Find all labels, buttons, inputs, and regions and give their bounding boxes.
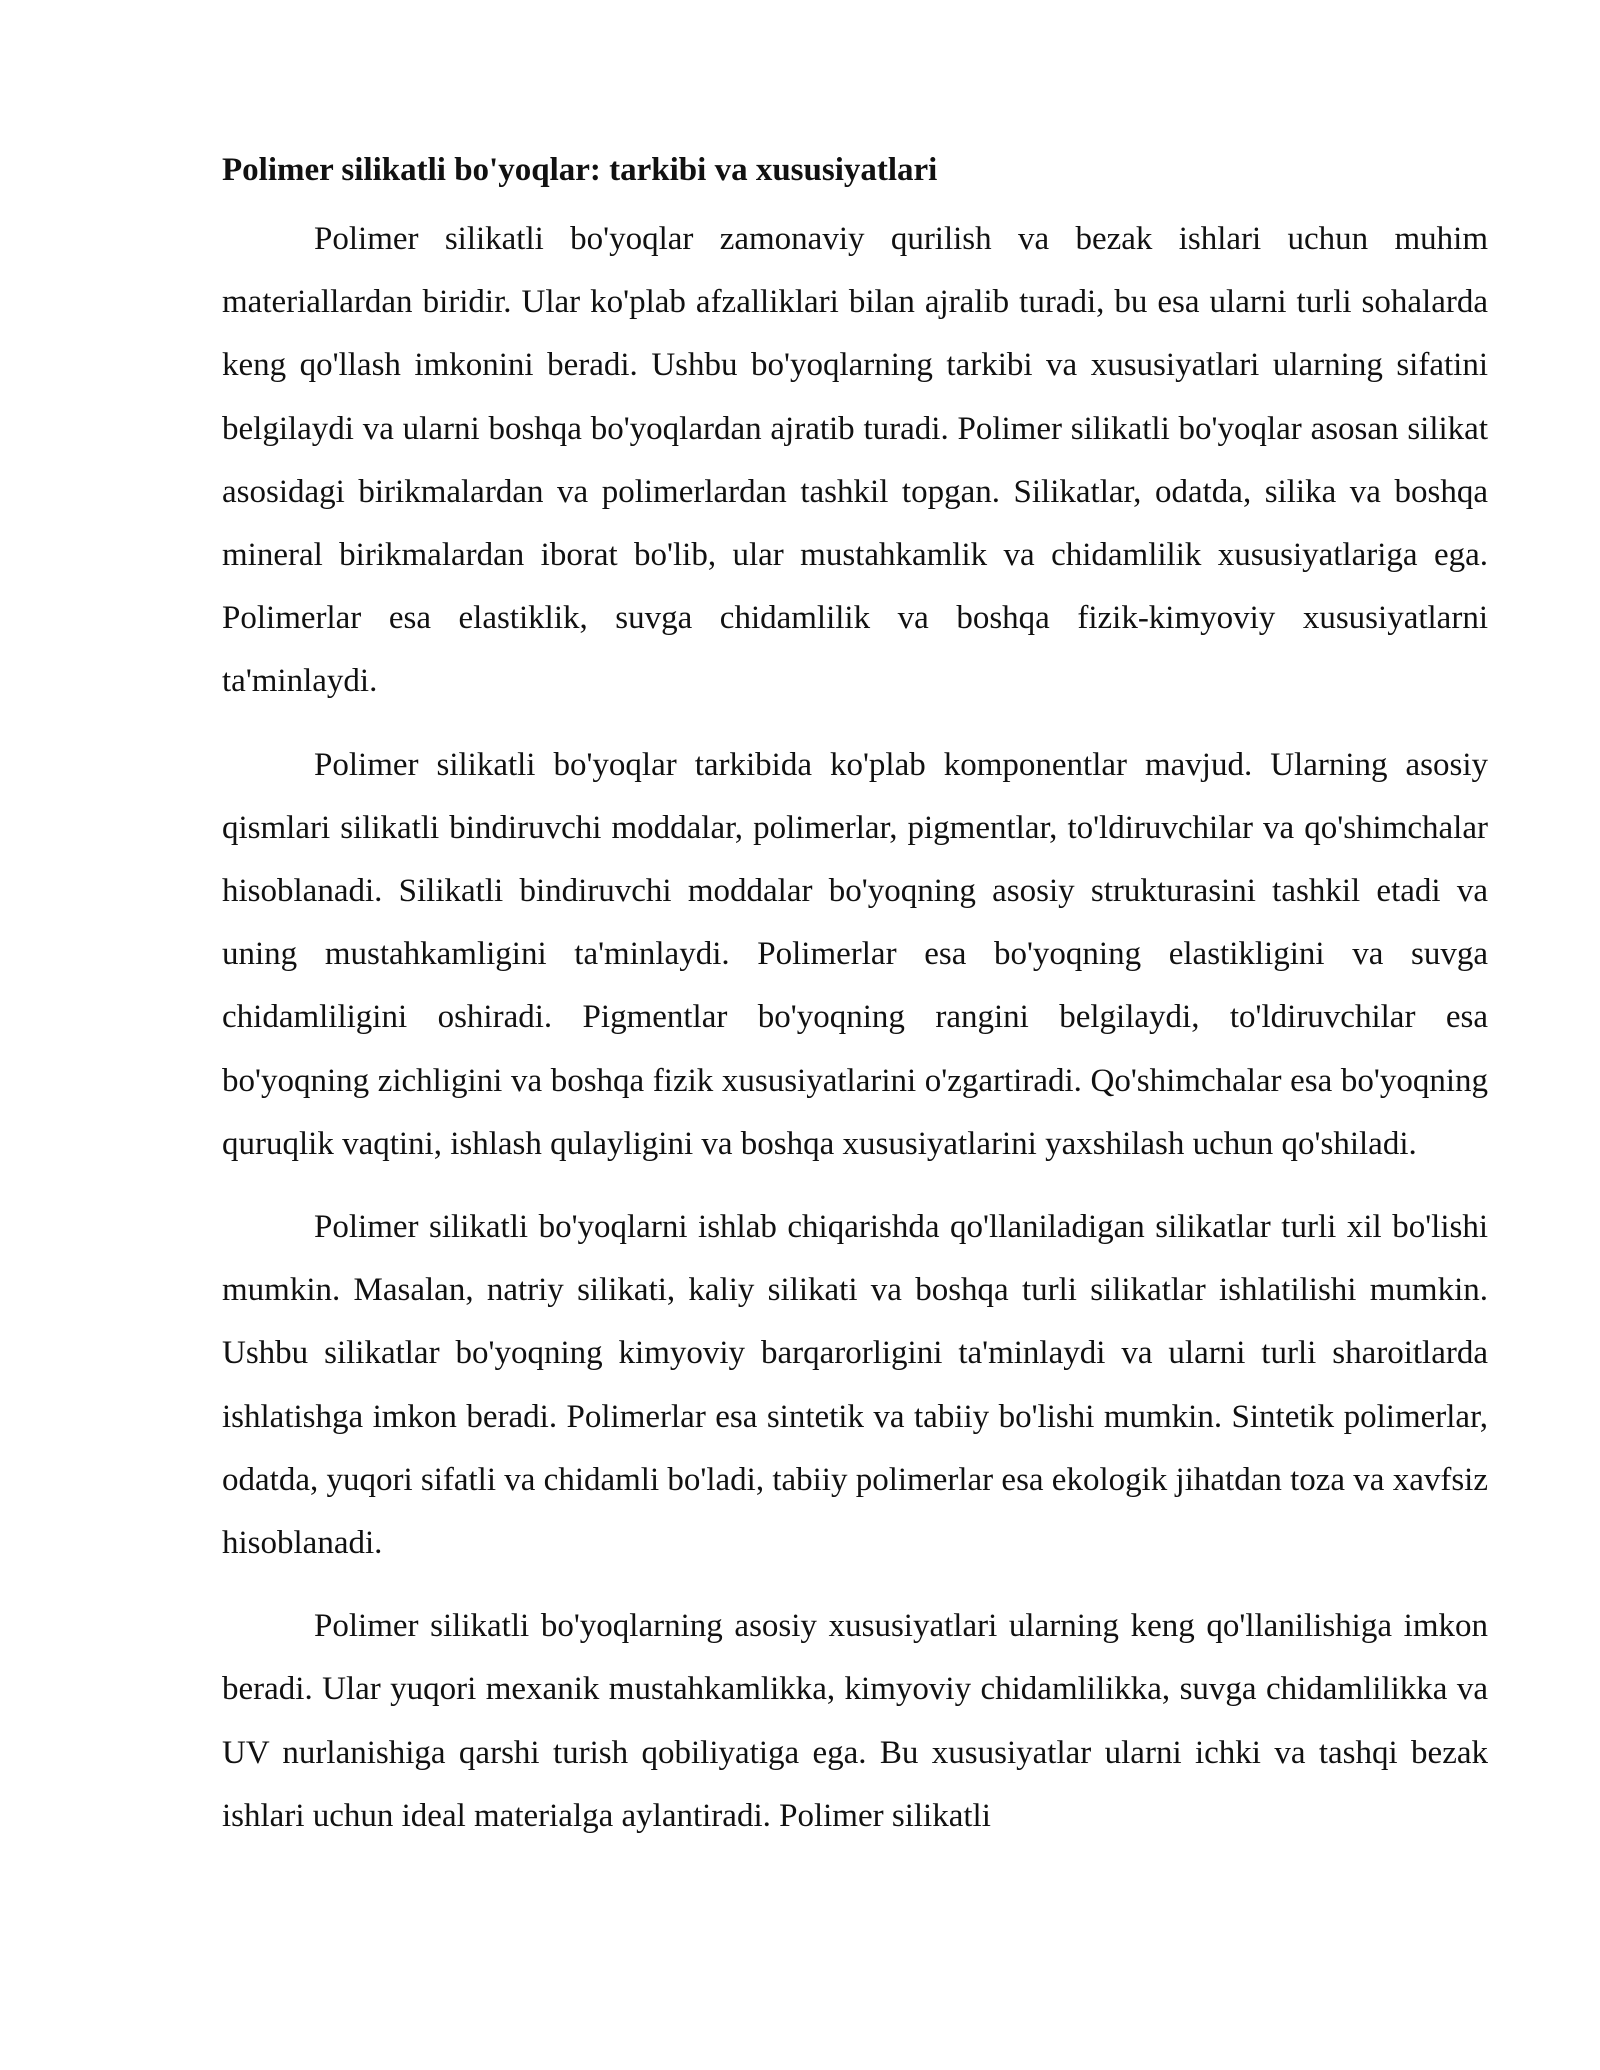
paragraph-4: Polimer silikatli bo'yoqlarning asosiy xususiyatlari ularning keng qo'llanilishiga imkon beradi. Ular yuqori mexanik mustahkamlikka, kimyoviy chidamlilikka, suvga chidamlilikka va UV nurlanishiga qarshi turish qobiliyatiga ega. Bu xususiyatlar ularni ichki va tashqi bezak ishlari uchun ideal materialga aylantiradi. Polimer silikatli	[222, 1608, 1488, 1834]
paragraph-1: Polimer silikatli bo'yoqlar zamonaviy qurilish va bezak ishlari uchun muhim materiallardan biridir. Ular ko'plab afzalliklari bilan ajralib turadi, bu esa ularni turli sohalarda keng qo'llash imkonini beradi. Ushbu bo'yoqlarning tarkibi va xususiyatlari ularning sifatini belgilaydi va ularni boshqa bo'yoqlardan ajratib turadi. Polimer silikatli bo'yoqlar asosan silikat asosidagi birikmalardan va polimerlardan tashkil topgan. Silikatlar, odatda, silika va boshqa mineral birikmalardan iborat bo'lib, ular mustahkamlik va chidamlilik xususiyatlariga ega. Polimerlar esa elastiklik, suvga chidamlilik va boshqa fizik-kimyoviy xususiyatlarni ta'minlaydi.	[222, 221, 1488, 700]
document-page	[222, 146, 1488, 1868]
paragraph-3: Polimer silikatli bo'yoqlarni ishlab chiqarishda qo'llaniladigan silikatlar turli xil bo'lishi mumkin. Masalan, natriy silikati, kaliy silikati va boshqa turli silikatlar ishlatilishi mumkin. Ushbu silikatlar bo'yoqning kimyoviy barqarorligini ta'minlaydi va ularni turli sharoitlarda ishlatishga imkon beradi. Polimerlar esa sintetik va tabiiy bo'lishi mumkin. Sintetik polimerlar, odatda, yuqori sifatli va chidamli bo'ladi, tabiiy polimerlar esa ekologik jihatdan toza va xavfsiz hisoblanadi.	[222, 1209, 1488, 1562]
document-title: Polimer silikatli bo'yoqlar: tarkibi va xususiyatlari	[222, 152, 938, 188]
paragraph-2: Polimer silikatli bo'yoqlar tarkibida ko'plab komponentlar mavjud. Ularning asosiy qismlari silikatli bindiruvchi moddalar, polimerlar, pigmentlar, to'ldiruvchilar va qo'shimchalar hisoblanadi. Silikatli bindiruvchi moddalar bo'yoqning asosiy strukturasini tashkil etadi va uning mustahkamligini ta'minlaydi. Polimerlar esa bo'yoqning elastikligini va suvga chidamliligini oshiradi. Pigmentlar bo'yoqning rangini belgilaydi, to'ldiruvchilar esa bo'yoqning zichligini va boshqa fizik xususiyatlarini o'zgartiradi. Qo'shimchalar esa bo'yoqning quruqlik vaqtini, ishlash qulayligini va boshqa xususiyatlarini yaxshilash uchun qo'shiladi.	[222, 746, 1488, 1162]
